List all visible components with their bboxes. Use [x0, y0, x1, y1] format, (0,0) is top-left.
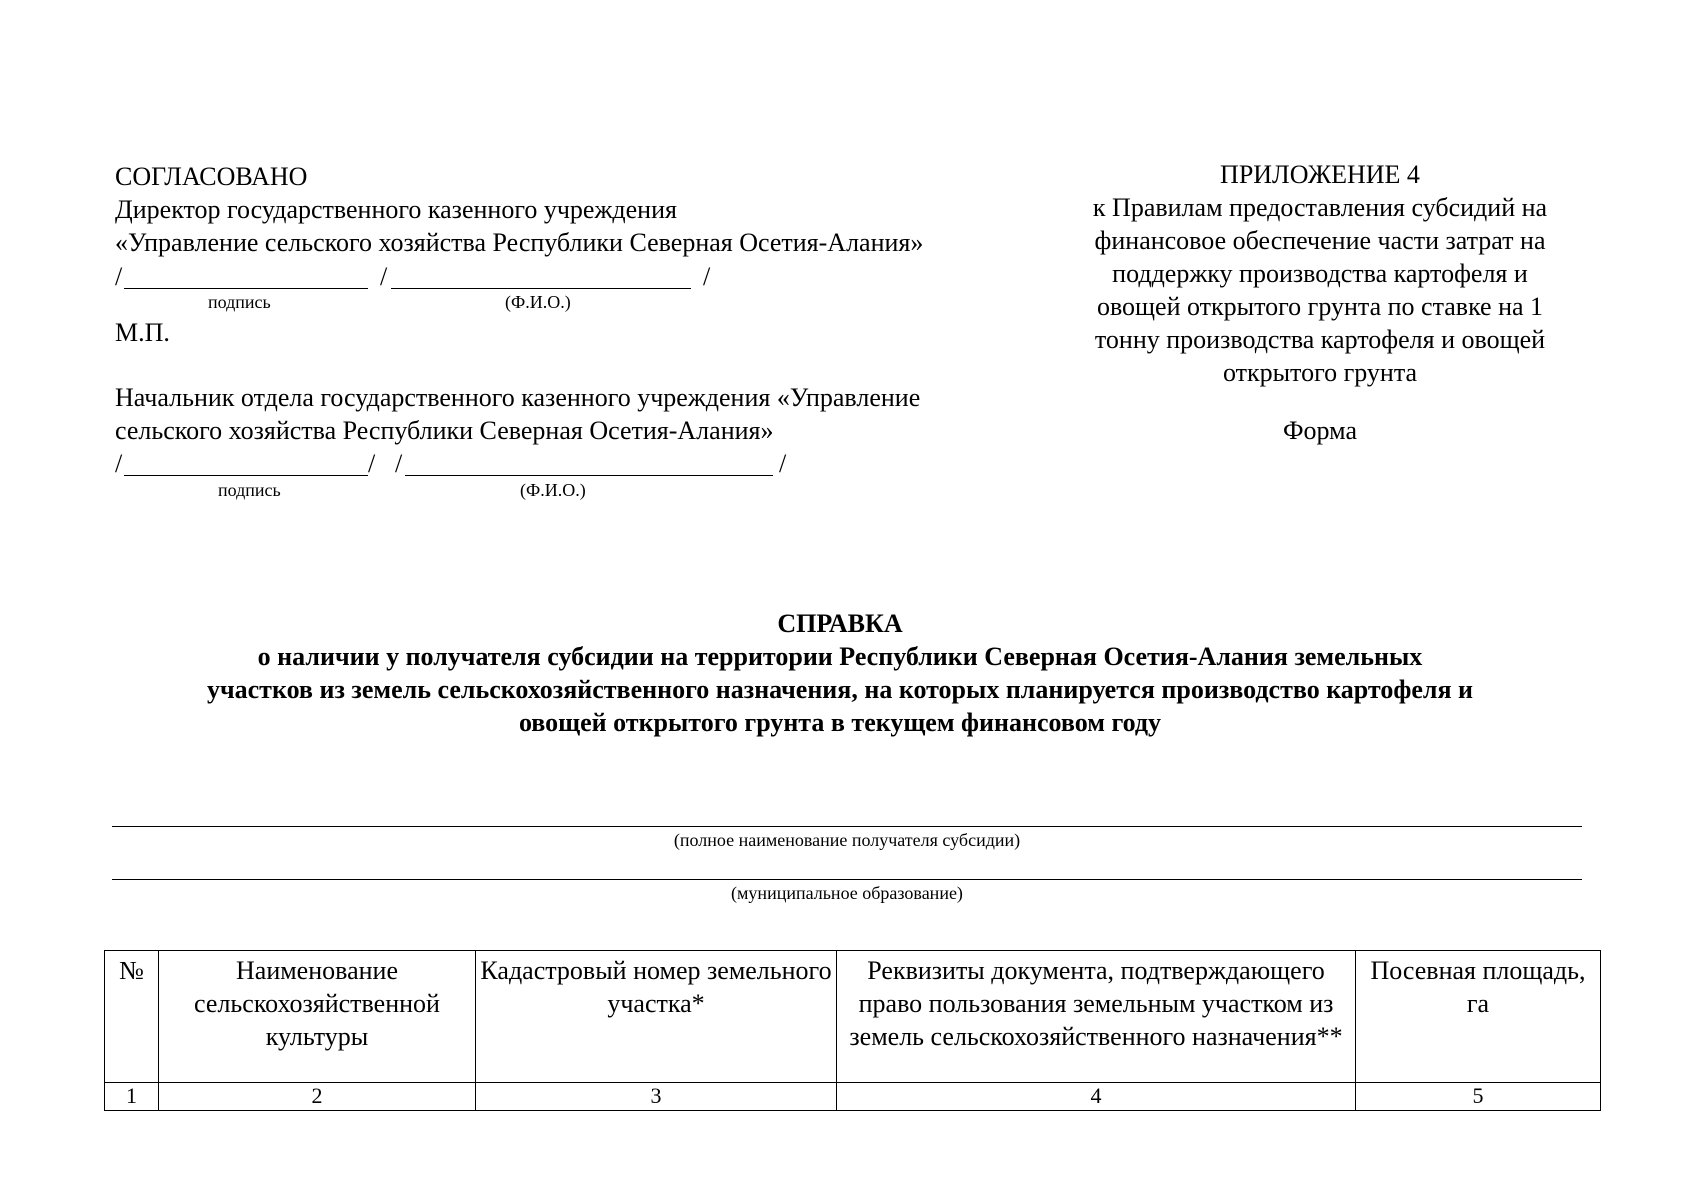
- header-cell-cadastral: Кадастровый номер земельного участка*: [476, 951, 837, 1083]
- form-label: Форма: [1283, 416, 1357, 445]
- fio-caption: (Ф.И.О.): [505, 292, 571, 312]
- appendix-line: тонну производства картофеля и овощей: [1094, 325, 1546, 354]
- header-cell-area: Посевная площадь, га: [1356, 951, 1601, 1083]
- appendix-block: [1060, 158, 1580, 447]
- approval-institution-line: «Управление сельского хозяйства Республики Северная Осетия-Алания»: [115, 228, 924, 257]
- approval-heading: СОГЛАСОВАНО: [115, 162, 308, 191]
- signature-caption: подпись: [218, 480, 281, 500]
- appendix-line: к Правилам предоставления субсидий на: [1092, 193, 1548, 222]
- number-cell: 1: [105, 1083, 159, 1111]
- number-cell: 3: [476, 1083, 837, 1111]
- land-plots-table: [104, 950, 1601, 1111]
- title-line: участков из земель сельскохозяйственного назначения, на которых планируется производство картофеля и: [206, 675, 1474, 704]
- chief-signature-line: [124, 475, 368, 476]
- number-cell: 5: [1356, 1083, 1601, 1111]
- director-fio-line: [391, 288, 691, 289]
- title-line: овощей открытого грунта в текущем финансовом году: [518, 708, 1162, 737]
- table-number-row: [105, 1083, 1601, 1111]
- fio-caption: (Ф.И.О.): [520, 480, 586, 500]
- recipient-caption: (полное наименование получателя субсидии): [673, 830, 1021, 850]
- slash-mark: /: [368, 449, 376, 478]
- chief-line-2: сельского хозяйства Республики Северная Осетия-Алания»: [115, 416, 774, 445]
- approval-director-line: Директор государственного казенного учреждения: [115, 195, 677, 224]
- director-signature-line: [124, 288, 368, 289]
- header-cell-crop: Наименование сельскохозяйственной культуры: [159, 951, 476, 1083]
- appendix-heading: ПРИЛОЖЕНИЕ 4: [1220, 160, 1420, 189]
- slash-mark: /: [380, 262, 388, 291]
- number-cell: 4: [837, 1083, 1356, 1111]
- signature-caption: подпись: [208, 292, 271, 312]
- appendix-line: овощей открытого грунта по ставке на 1: [1096, 292, 1544, 321]
- title-line: о наличии у получателя субсидии на территории Республики Северная Осетия-Алания земельных: [257, 642, 1423, 671]
- appendix-line: финансовое обеспечение части затрат на: [1094, 226, 1546, 255]
- title-main: СПРАВКА: [777, 609, 903, 638]
- number-cell: 2: [159, 1083, 476, 1111]
- appendix-line: открытого грунта: [1222, 358, 1418, 387]
- header-cell-document: Реквизиты документа, подтверждающего право пользования земельным участком из земель сельскохозяйственного назначения**: [837, 951, 1356, 1083]
- table-header-row: [105, 951, 1601, 1083]
- municipality-line: [112, 879, 1582, 880]
- slash-mark: /: [115, 262, 123, 291]
- appendix-line: поддержку производства картофеля и: [1112, 259, 1528, 288]
- chief-fio-line: [405, 475, 773, 476]
- slash-mark: /: [779, 449, 787, 478]
- slash-mark: /: [115, 449, 123, 478]
- recipient-name-line: [112, 826, 1582, 827]
- header-cell-number: №: [105, 951, 159, 1083]
- municipality-caption: (муниципальное образование): [731, 883, 963, 903]
- slash-mark: /: [703, 262, 711, 291]
- document-title: [120, 607, 1560, 739]
- stamp-mark: М.П.: [115, 318, 170, 347]
- slash-mark: /: [395, 449, 403, 478]
- chief-line-1: Начальник отдела государственного казенного учреждения «Управление: [115, 383, 921, 412]
